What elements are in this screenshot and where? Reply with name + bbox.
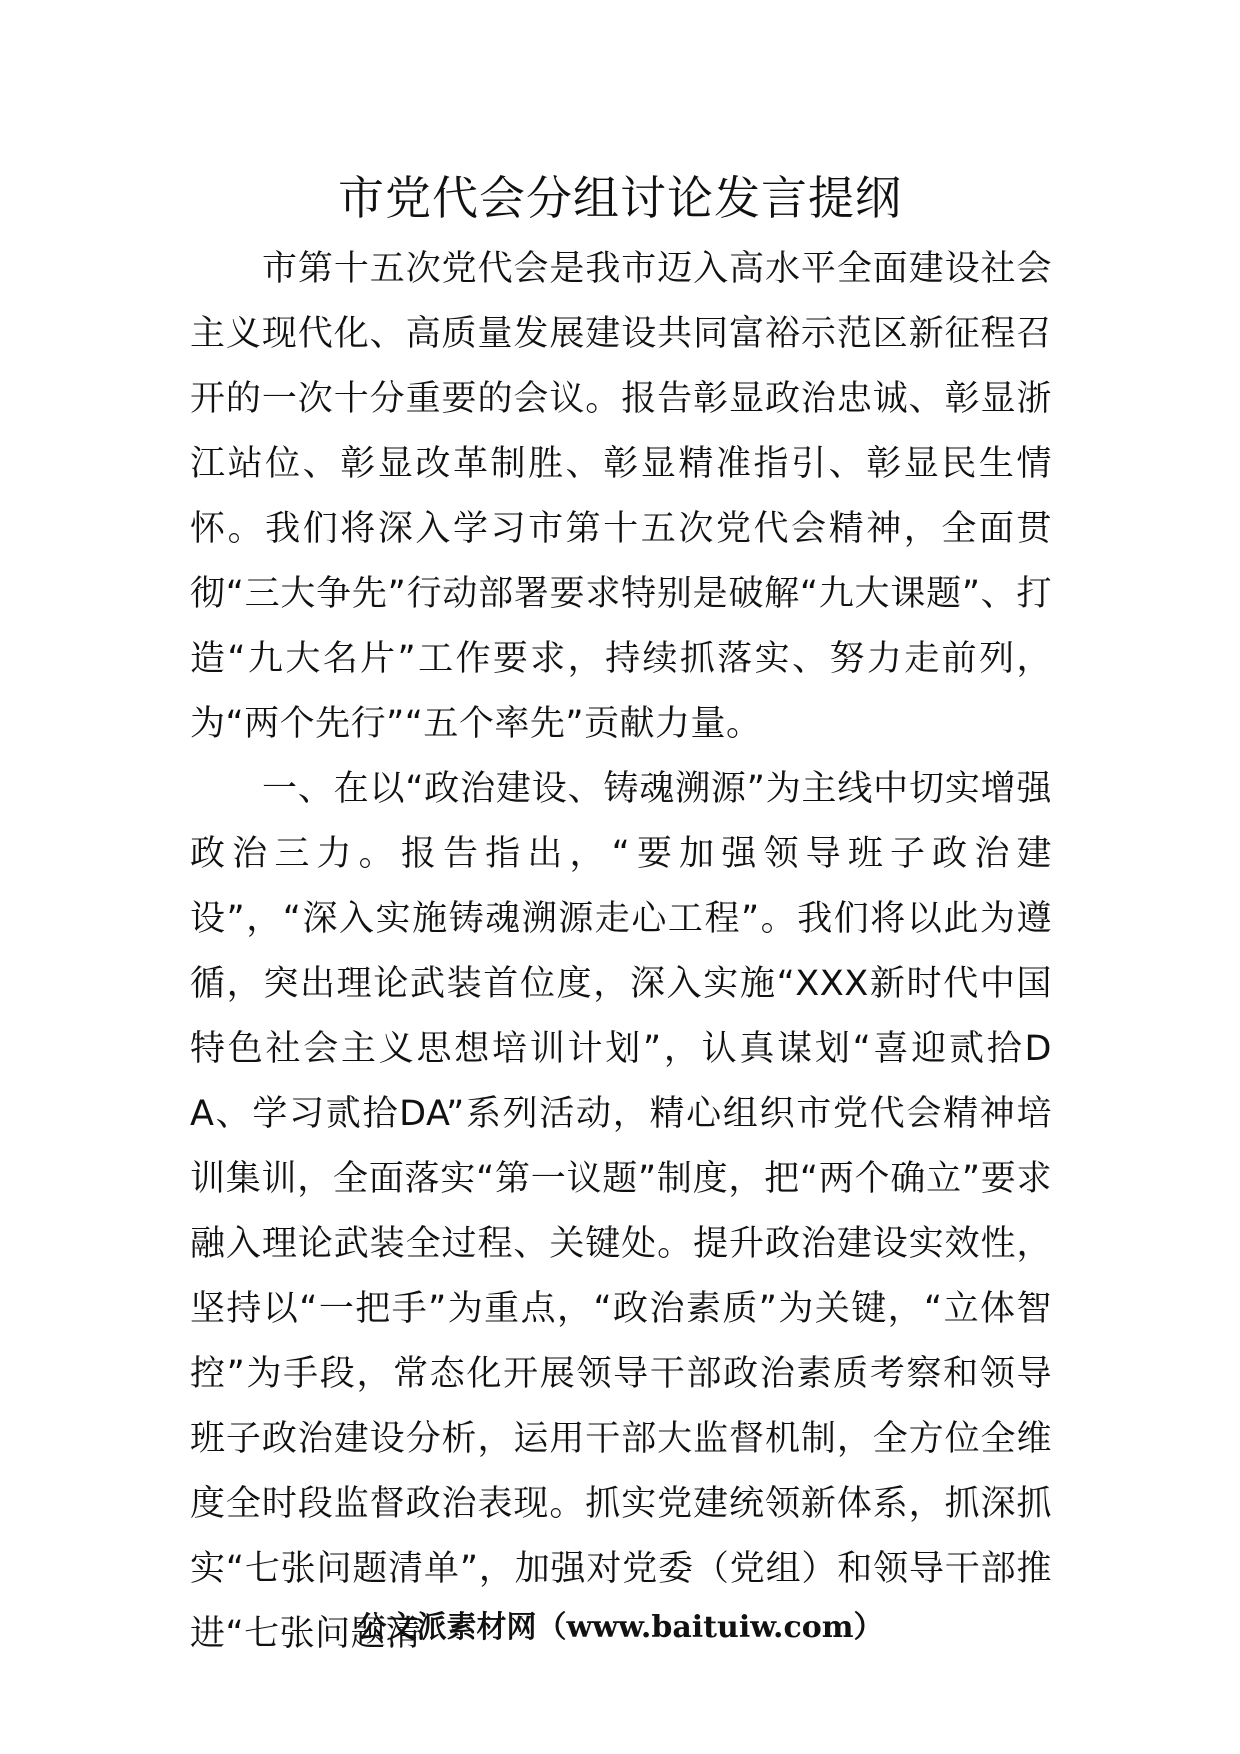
document-title: 市党代会分组讨论发言提纲: [338, 171, 902, 225]
paragraph-intro: 市第十五次党代会是我市迈入高水平全面建设社会主义现代化、高质量发展建设共同富裕示范区新征程召开的一次十分重要的会议。报告彰显政治忠诚、彰显浙江站位、彰显改革制胜、彰显精准指引、彰显民生情怀。我们将深入学习市第十五次党代会精神，全面贯彻“三大争先”行动部署要求特别是破解“九大课题”、打造“九大名片”工作要求，持续抓落实、努力走前列，为“两个先行”“五个率先”贡献力量。: [190, 249, 1052, 744]
document-body: [190, 237, 1052, 1667]
watermark-footer: 公文派素材网（www.baituiw.com）: [356, 1610, 884, 1645]
paragraph-section-one: 一、在以“政治建设、铸魂溯源”为主线中切实增强政治三力。报告指出，“要加强领导班子政治建设”，“深入实施铸魂溯源走心工程”。我们将以此为遵循，突出理论武装首位度，深入实施“XXX新时代中国特色社会主义思想培训计划”，认真谋划“喜迎贰拾DA、学习贰拾DA”系列活动，精心组织市党代会精神培训集训，全面落实“第一议题”制度，把“两个确立”要求融入理论武装全过程、关键处。提升政治建设实效性，坚持以“一把手”为重点，“政治素质”为关键，“立体智控”为手段，常态化开展领导干部政治素质考察和领导班子政治建设分析，运用干部大监督机制，全方位全维度全时段监督政治表现。抓实党建统领新体系，抓深抓实“七张问题清单”，加强对党委（党组）和领导干部推进“七张问题清: [190, 769, 1052, 1654]
